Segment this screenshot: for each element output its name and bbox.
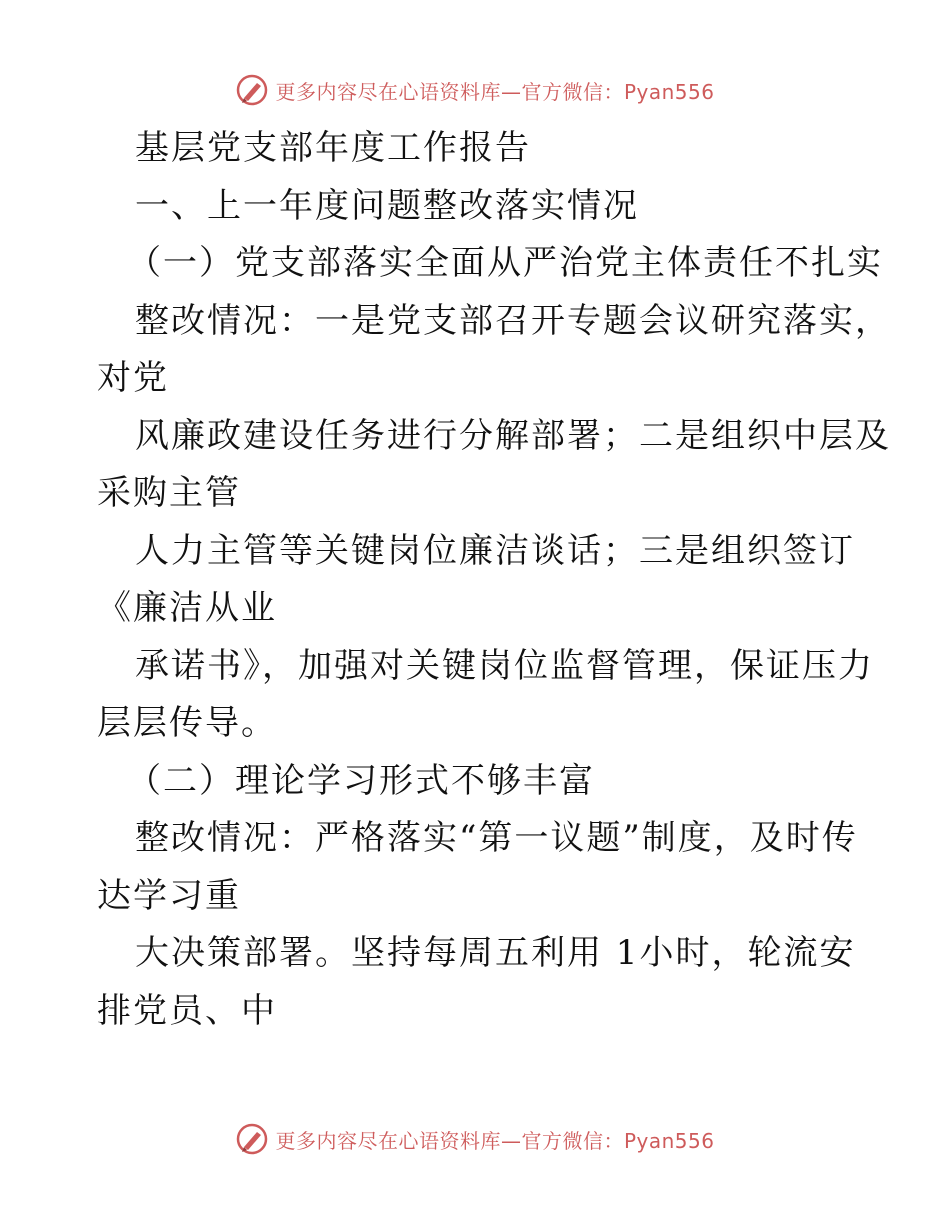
paragraph-line: 大决策部署。坚持每周五利用 1小时，轮流安 — [135, 933, 856, 973]
paragraph-line: 承诺书》，加强对关键岗位监督管理，保证压力 — [135, 645, 874, 686]
paragraph-line: 《廉洁从业 — [97, 588, 277, 628]
paragraph-line: 整改情况：严格落实“第一议题”制度，及时传 — [135, 818, 858, 858]
document-body — [97, 120, 891, 1040]
subsection-heading: （一）党支部落实全面从严治党主体责任不扎实 — [127, 243, 883, 283]
watermark-footer — [0, 1119, 950, 1159]
paragraph-line: 采购主管 — [97, 473, 241, 513]
document-title: 基层党支部年度工作报告 — [135, 128, 531, 168]
watermark-header — [0, 70, 950, 110]
paragraph-line: 排党员、中 — [97, 990, 277, 1031]
paragraph-line: 人力主管等关键岗位廉洁谈话；三是组织签订 — [135, 530, 855, 571]
subsection-heading: （二）理论学习形式不够丰富 — [127, 760, 595, 801]
paragraph-line: 整改情况：一是党支部召开专题会议研究落实， — [135, 300, 891, 341]
watermark-text: 更多内容尽在心语资料库—官方微信：Pyan556 — [275, 79, 715, 104]
pen-logo-icon — [235, 1122, 269, 1156]
pen-logo-icon — [235, 73, 269, 107]
watermark-text: 更多内容尽在心语资料库—官方微信：Pyan556 — [275, 1128, 715, 1153]
paragraph-line: 层层传导。 — [97, 703, 277, 743]
paragraph-line: 风廉政建设任务进行分解部署；二是组织中层及 — [135, 415, 891, 456]
section-heading: 一、上一年度问题整改落实情况 — [135, 185, 639, 226]
paragraph-line: 对党 — [97, 358, 169, 398]
paragraph-line: 达学习重 — [97, 875, 241, 916]
